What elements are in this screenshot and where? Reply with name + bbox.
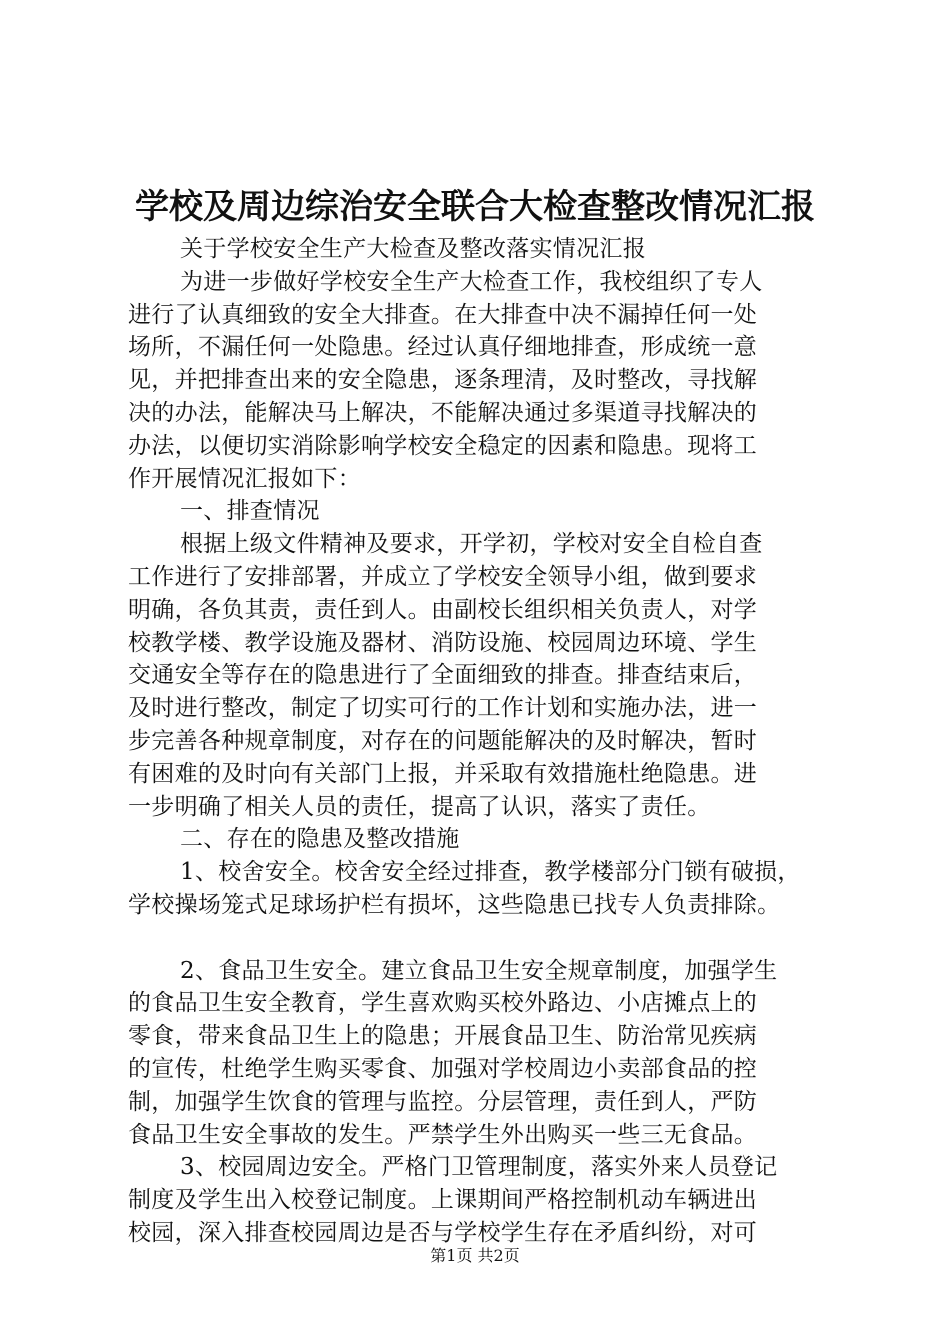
paragraph-line: 零食，带来食品卫生上的隐患；开展食品卫生、防治常见疾病 xyxy=(128,1023,758,1050)
subtitle-line: 关于学校安全生产大检查及整改落实情况汇报 xyxy=(180,236,646,262)
paragraph-line: 一步明确了相关人员的责任，提高了认识，落实了责任。 xyxy=(128,793,711,820)
section-heading: 二、存在的隐患及整改措施 xyxy=(180,826,460,853)
paragraph-line: 2、食品卫生安全。建立食品卫生安全规章制度，加强学生 xyxy=(180,957,778,984)
paragraph-line: 的宣传，杜绝学生购买零食、加强对学校周边小卖部食品的控 xyxy=(128,1055,758,1082)
paragraph-line: 校园，深入排查校园周边是否与学校学生存在矛盾纠纷，对可 xyxy=(128,1219,758,1246)
paragraph-line: 有困难的及时向有关部门上报，并采取有效措施杜绝隐患。进 xyxy=(128,760,758,787)
paragraph-line: 3、校园周边安全。严格门卫管理制度，落实外来人员登记 xyxy=(180,1154,778,1181)
page-footer: 第1页 共2页 xyxy=(430,1246,520,1265)
paragraph-line: 场所，不漏任何一处隐患。经过认真仔细地排查，形成统一意 xyxy=(128,334,758,361)
paragraph-line: 制，加强学生饮食的管理与监控。分层管理，责任到人，严防 xyxy=(128,1088,758,1115)
paragraph-line: 明确，各负其责，责任到人。由副校长组织相关负责人，对学 xyxy=(128,596,758,623)
paragraph-line: 步完善各种规章制度，对存在的问题能解决的及时解决，暂时 xyxy=(128,727,758,754)
paragraph-line: 交通安全等存在的隐患进行了全面细致的排查。排查结束后， xyxy=(128,662,758,689)
paragraph-line: 进行了认真细致的安全大排查。在大排查中决不漏掉任何一处 xyxy=(128,301,758,328)
paragraph-line: 决的办法，能解决马上解决，不能解决通过多渠道寻找解决的 xyxy=(128,399,758,426)
paragraph-line: 的食品卫生安全教育，学生喜欢购买校外路边、小店摊点上的 xyxy=(128,990,758,1017)
document-body xyxy=(128,233,830,1250)
paragraph-line: 食品卫生安全事故的发生。严禁学生外出购买一些三无食品。 xyxy=(128,1121,758,1148)
paragraph-line: 学校操场笼式足球场护栏有损坏，这些隐患已找专人负责排除。 xyxy=(128,891,781,918)
paragraph-line: 办法，以便切实消除影响学校安全稳定的因素和隐患。现将工 xyxy=(128,432,758,459)
paragraph-line: 制度及学生出入校登记制度。上课期间严格控制机动车辆进出 xyxy=(128,1187,758,1214)
section-heading: 一、排查情况 xyxy=(180,498,320,525)
paragraph-line: 作开展情况汇报如下： xyxy=(128,465,361,492)
paragraph-gap xyxy=(128,922,830,955)
document-title: 学校及周边综治安全联合大检查整改情况汇报 xyxy=(135,187,815,227)
paragraph-line: 及时进行整改，制定了切实可行的工作计划和实施办法，进一 xyxy=(128,695,758,722)
paragraph-line: 为进一步做好学校安全生产大检查工作，我校组织了专人 xyxy=(180,268,763,295)
paragraph-line: 校教学楼、教学设施及器材、消防设施、校园周边环境、学生 xyxy=(128,629,758,656)
paragraph-line: 见，并把排查出来的安全隐患，逐条理清，及时整改，寻找解 xyxy=(128,367,758,394)
paragraph-line: 根据上级文件精神及要求，开学初，学校对安全自检自查 xyxy=(180,531,763,558)
paragraph-line: 工作进行了安排部署，并成立了学校安全领导小组，做到要求 xyxy=(128,563,758,590)
paragraph-line: 1、校舍安全。校舍安全经过排查，教学楼部分门锁有破损， xyxy=(180,859,801,886)
